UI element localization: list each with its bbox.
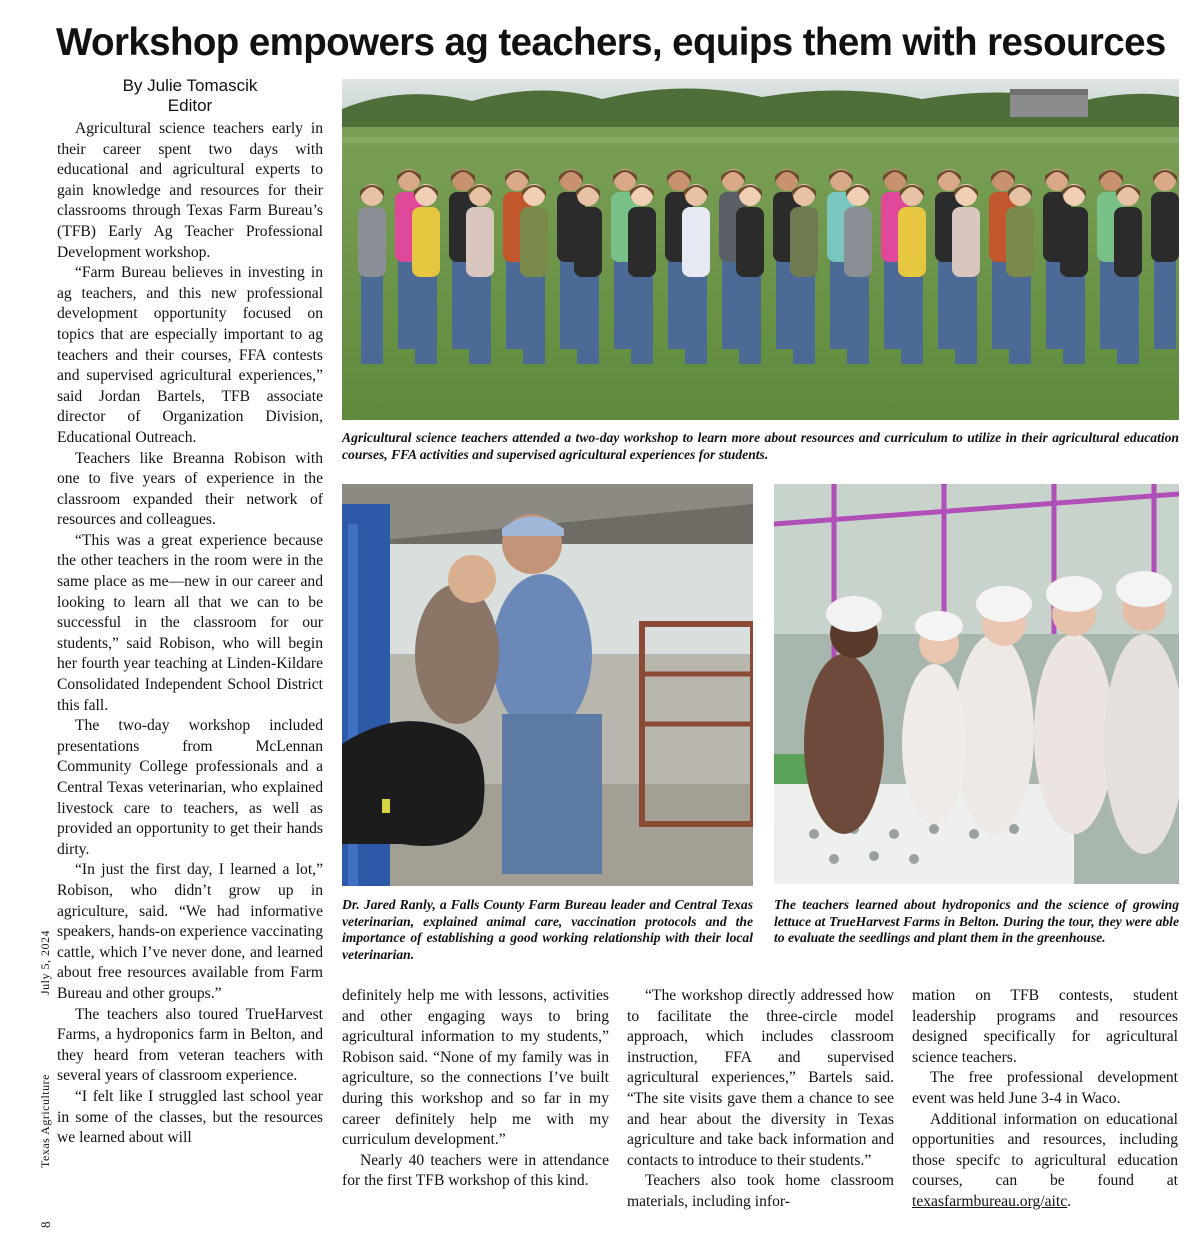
paragraph: Nearly 40 teachers were in attendance for the first TFB workshop of this kind. [342, 1151, 609, 1190]
paragraph: mation on TFB contests, student leadership programs and resources designed specifically for agricultural science teachers. [912, 987, 1178, 1066]
cattle-photo [342, 484, 753, 886]
article-column-4 [912, 986, 1178, 1213]
paragraph: The teachers also toured TrueHarvest Farms, a hydroponics farm in Belton, and they heard from veteran teachers with several years of classroom experience. [57, 1005, 323, 1085]
paragraph-text: Additional information on educational opportunities and resources, including those specifc to agricultural education courses, can be found at [912, 1110, 1178, 1190]
byline-author: By Julie Tomascik [122, 76, 258, 95]
paragraph: “This was a great experience because the other teachers in the room were in the same place as me—new in our career and looking to learn all that we can to be successful in the classroom for our students,” said Robison, who will begin her fourth year teaching at Linden-Kildare Consolidated Independent School District this fall. [57, 531, 323, 714]
caption-greenhouse-photo: The teachers learned about hydroponics and the science of growing lettuce at TrueHarvest Farms in Belton. During the tour, they were able to evaluate the seedlings and plant them in the greenhouse. [774, 897, 1179, 946]
paragraph: The free professional development event was held June 3-4 in Waco. [912, 1069, 1178, 1107]
paragraph: “The workshop directly addressed how to facilitate the three-circle model approach, which includes classroom instruction, FFA and supervised agricultural experiences,” Bartels said. “The site visits gave them a chance to see and hear about the diversity in Texas agriculture and take back information and contacts to introduce to their students.” [627, 987, 894, 1169]
caption-group-photo: Agricultural science teachers attended a two-day workshop to learn more about resources and curriculum to utilize in their agricultural education courses, FFA activities and supervised agricultural experiences for students. [342, 430, 1179, 462]
article-column-1 [57, 119, 323, 1149]
paragraph: The two-day workshop included presentations from McLennan Community College professionals and a Central Texas veterinarian, who explained livestock care to teachers, as well as provided an opportunity to get their hands dirty. [57, 717, 323, 858]
folio-date: July 5, 2024 [38, 929, 52, 995]
byline-role: Editor [167, 96, 213, 115]
paragraph: definitely help me with lessons, activities and other engaging ways to bring agricultural information to my students,” Robison said. “None of my family was in agriculture, so the connections I’ve built during this workshop and so far in my career definitely help me with my curriculum development.” [342, 987, 609, 1149]
byline [56, 76, 324, 116]
paragraph: “In just the first day, I learned a lot,” Robison, who didn’t grow up in agriculture, said. “We had informative speakers, hands-on experience vaccinating cattle, which I’ve never done, and learned about free resources available from Farm Bureau and other groups.” [57, 861, 323, 1002]
group-photo [342, 79, 1179, 420]
folio-publication: Texas Agriculture [38, 1074, 52, 1168]
paragraph: “Farm Bureau believes in investing in ag teachers, and this new professional development opportunity focused on topics that are especially important to ag teachers and their courses, FFA contests and supervised agricultural experiences,” said Jordan Bartels, TFB associate director of Organization Division, Educational Outreach. [57, 264, 323, 446]
folio-page-number: 8 [38, 1221, 53, 1228]
paragraph: “I felt like I struggled last school year in some of the classes, but the resources we learned about will [57, 1087, 323, 1147]
aitc-link[interactable]: texasfarmbureau.org/aitc [912, 1192, 1068, 1210]
caption-cattle-photo: Dr. Jared Ranly, a Falls County Farm Bureau leader and Central Texas veterinarian, explained animal care, vaccination protocols and the importance of establishing a good working relationship with their local veterinarian. [342, 897, 753, 962]
link-period: . [1067, 1192, 1072, 1210]
headline: Workshop empowers ag teachers, equips them with resources [56, 21, 1166, 64]
paragraph: Teachers like Breanna Robison with one to five years of experience in the classroom expanded their network of resources and colleagues. [57, 449, 323, 529]
article-column-2 [342, 986, 609, 1192]
paragraph: Agricultural science teachers early in their career spent two days with educational and agricultural experts to gain knowledge and resources for their classrooms through Texas Farm Bureau’s (TFB) Early Ag Teacher Professional Development workshop. [57, 120, 323, 261]
paragraph: Teachers also took home classroom materials, including infor- [627, 1172, 894, 1210]
paragraph [912, 1110, 1178, 1213]
article-column-3 [627, 986, 894, 1213]
greenhouse-photo [774, 484, 1179, 884]
